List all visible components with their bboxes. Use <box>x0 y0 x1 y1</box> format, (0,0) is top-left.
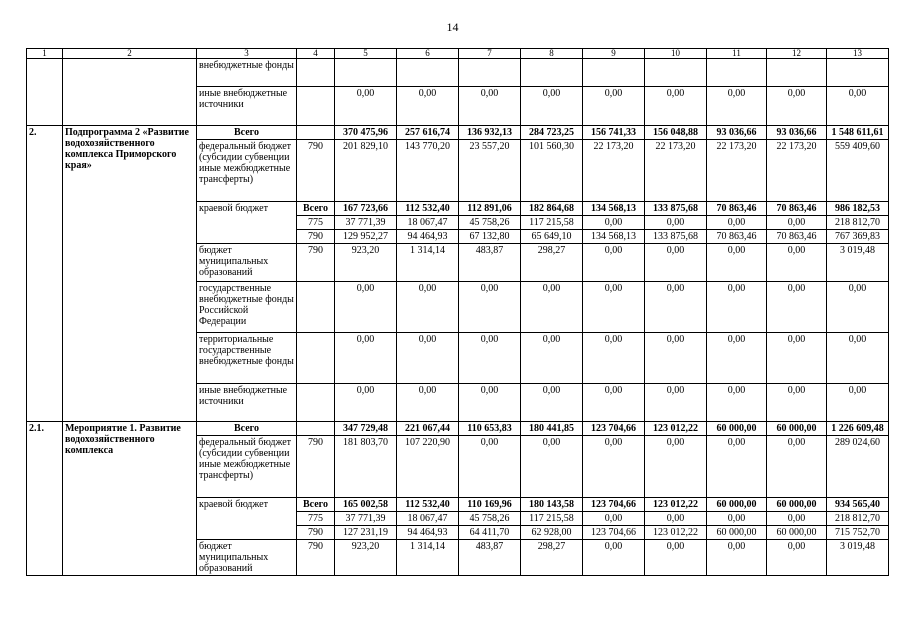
value-cell: 934 565,40 <box>827 498 889 512</box>
value-cell: 0,00 <box>645 384 707 422</box>
value-cell: 0,00 <box>335 333 397 384</box>
value-cell: 0,00 <box>521 87 583 126</box>
value-cell: 0,00 <box>335 282 397 333</box>
value-cell: 107 220,90 <box>397 436 459 498</box>
code-cell <box>297 126 335 140</box>
header-cell: 8 <box>521 49 583 59</box>
value-cell: 0,00 <box>335 87 397 126</box>
value-cell: 0,00 <box>767 244 827 282</box>
value-cell: 123 704,66 <box>583 526 645 540</box>
source-cell: Всего <box>197 422 297 436</box>
value-cell: 18 067,47 <box>397 216 459 230</box>
header-cell: 10 <box>645 49 707 59</box>
value-cell: 298,27 <box>521 540 583 576</box>
value-cell: 0,00 <box>767 540 827 576</box>
value-cell: 0,00 <box>645 87 707 126</box>
value-cell: 1 314,14 <box>397 244 459 282</box>
value-cell: 0,00 <box>397 333 459 384</box>
value-cell: 0,00 <box>827 384 889 422</box>
value-cell: 0,00 <box>645 436 707 498</box>
value-cell: 0,00 <box>767 282 827 333</box>
header-cell: 13 <box>827 49 889 59</box>
value-cell: 123 704,66 <box>583 422 645 436</box>
row-number-cell: 2.1. <box>27 422 63 576</box>
value-cell: 0,00 <box>521 384 583 422</box>
value-cell: 182 864,68 <box>521 202 583 216</box>
value-cell: 0,00 <box>521 282 583 333</box>
value-cell: 559 409,60 <box>827 140 889 202</box>
value-cell: 123 704,66 <box>583 498 645 512</box>
value-cell: 60 000,00 <box>767 498 827 512</box>
source-cell: бюджет муниципальных образований <box>197 540 297 576</box>
value-cell <box>335 59 397 87</box>
value-cell: 0,00 <box>767 216 827 230</box>
value-cell <box>397 59 459 87</box>
value-cell: 127 231,19 <box>335 526 397 540</box>
value-cell: 483,87 <box>459 244 521 282</box>
program-name-cell <box>63 59 197 126</box>
value-cell: 0,00 <box>583 512 645 526</box>
value-cell <box>583 59 645 87</box>
value-cell: 0,00 <box>767 87 827 126</box>
value-cell: 715 752,70 <box>827 526 889 540</box>
code-cell: 790 <box>297 436 335 498</box>
source-cell: иные внебюджетные источники <box>197 384 297 422</box>
source-cell: федеральный бюджет (субсидии субвенции иные межбюджетные трансферты) <box>197 140 297 202</box>
value-cell: 93 036,66 <box>767 126 827 140</box>
program-name-cell: Мероприятие 1. Развитие водохозяйственного комплекса <box>63 422 197 576</box>
value-cell: 0,00 <box>583 216 645 230</box>
value-cell: 101 560,30 <box>521 140 583 202</box>
code-cell: 790 <box>297 526 335 540</box>
header-cell: 1 <box>27 49 63 59</box>
value-cell: 165 002,58 <box>335 498 397 512</box>
value-cell: 167 723,66 <box>335 202 397 216</box>
value-cell: 0,00 <box>707 216 767 230</box>
value-cell: 0,00 <box>827 282 889 333</box>
value-cell: 0,00 <box>459 436 521 498</box>
value-cell: 0,00 <box>707 384 767 422</box>
value-cell: 0,00 <box>583 384 645 422</box>
value-cell: 0,00 <box>583 282 645 333</box>
value-cell: 60 000,00 <box>707 422 767 436</box>
value-cell: 201 829,10 <box>335 140 397 202</box>
value-cell: 0,00 <box>583 436 645 498</box>
row-number-cell: 2. <box>27 126 63 422</box>
value-cell: 123 012,22 <box>645 422 707 436</box>
value-cell: 133 875,68 <box>645 230 707 244</box>
code-cell <box>297 384 335 422</box>
value-cell: 22 173,20 <box>707 140 767 202</box>
header-cell: 2 <box>63 49 197 59</box>
header-cell: 5 <box>335 49 397 59</box>
value-cell: 112 532,40 <box>397 202 459 216</box>
table-row <box>27 126 889 140</box>
value-cell: 136 932,13 <box>459 126 521 140</box>
value-cell: 60 000,00 <box>707 498 767 512</box>
value-cell: 123 012,22 <box>645 526 707 540</box>
value-cell: 0,00 <box>767 436 827 498</box>
row-number-cell <box>27 59 63 126</box>
value-cell: 0,00 <box>767 384 827 422</box>
header-cell: 9 <box>583 49 645 59</box>
code-cell <box>297 87 335 126</box>
header-cell: 6 <box>397 49 459 59</box>
value-cell: 0,00 <box>335 384 397 422</box>
value-cell: 0,00 <box>397 282 459 333</box>
value-cell: 1 314,14 <box>397 540 459 576</box>
source-cell: бюджет муниципальных образований <box>197 244 297 282</box>
value-cell: 156 741,33 <box>583 126 645 140</box>
value-cell: 112 891,06 <box>459 202 521 216</box>
value-cell: 0,00 <box>707 87 767 126</box>
code-cell: 790 <box>297 140 335 202</box>
value-cell: 0,00 <box>645 282 707 333</box>
value-cell: 0,00 <box>459 282 521 333</box>
value-cell: 284 723,25 <box>521 126 583 140</box>
value-cell: 218 812,70 <box>827 216 889 230</box>
value-cell: 45 758,26 <box>459 216 521 230</box>
value-cell: 23 557,20 <box>459 140 521 202</box>
source-cell: Всего <box>197 126 297 140</box>
table-row <box>27 422 889 436</box>
value-cell: 0,00 <box>827 333 889 384</box>
source-cell: краевой бюджет <box>197 202 297 244</box>
value-cell: 0,00 <box>827 87 889 126</box>
budget-table <box>26 48 889 576</box>
value-cell: 218 812,70 <box>827 512 889 526</box>
value-cell: 93 036,66 <box>707 126 767 140</box>
value-cell: 3 019,48 <box>827 244 889 282</box>
code-cell: 790 <box>297 230 335 244</box>
value-cell: 0,00 <box>459 384 521 422</box>
value-cell: 0,00 <box>521 436 583 498</box>
value-cell: 923,20 <box>335 244 397 282</box>
value-cell: 0,00 <box>645 216 707 230</box>
value-cell: 1 226 609,48 <box>827 422 889 436</box>
value-cell <box>521 59 583 87</box>
value-cell: 94 464,93 <box>397 526 459 540</box>
value-cell: 117 215,58 <box>521 216 583 230</box>
value-cell: 133 875,68 <box>645 202 707 216</box>
value-cell: 180 143,58 <box>521 498 583 512</box>
value-cell: 0,00 <box>397 87 459 126</box>
value-cell: 0,00 <box>707 244 767 282</box>
code-cell <box>297 282 335 333</box>
value-cell: 67 132,80 <box>459 230 521 244</box>
value-cell: 0,00 <box>583 87 645 126</box>
value-cell: 483,87 <box>459 540 521 576</box>
value-cell: 94 464,93 <box>397 230 459 244</box>
value-cell: 986 182,53 <box>827 202 889 216</box>
value-cell: 123 012,22 <box>645 498 707 512</box>
code-cell: Всего <box>297 202 335 216</box>
value-cell: 0,00 <box>645 540 707 576</box>
value-cell: 70 863,46 <box>707 202 767 216</box>
value-cell: 70 863,46 <box>767 202 827 216</box>
code-cell: 790 <box>297 244 335 282</box>
value-cell: 0,00 <box>459 87 521 126</box>
value-cell: 0,00 <box>767 333 827 384</box>
source-cell: территориальные государственные внебюджетные фонды <box>197 333 297 384</box>
value-cell: 110 169,96 <box>459 498 521 512</box>
value-cell: 129 952,27 <box>335 230 397 244</box>
value-cell: 181 803,70 <box>335 436 397 498</box>
source-cell: государственные внебюджетные фонды Российской Федерации <box>197 282 297 333</box>
source-cell: иные внебюджетные источники <box>197 87 297 126</box>
value-cell <box>645 59 707 87</box>
header-cell: 11 <box>707 49 767 59</box>
value-cell: 0,00 <box>645 333 707 384</box>
value-cell: 298,27 <box>521 244 583 282</box>
header-row <box>27 49 889 59</box>
value-cell: 117 215,58 <box>521 512 583 526</box>
value-cell: 110 653,83 <box>459 422 521 436</box>
value-cell: 1 548 611,61 <box>827 126 889 140</box>
header-cell: 12 <box>767 49 827 59</box>
value-cell: 180 441,85 <box>521 422 583 436</box>
value-cell: 923,20 <box>335 540 397 576</box>
value-cell: 347 729,48 <box>335 422 397 436</box>
value-cell: 134 568,13 <box>583 230 645 244</box>
header-cell: 7 <box>459 49 521 59</box>
value-cell: 370 475,96 <box>335 126 397 140</box>
value-cell: 0,00 <box>521 333 583 384</box>
value-cell: 0,00 <box>707 333 767 384</box>
code-cell <box>297 422 335 436</box>
code-cell <box>297 59 335 87</box>
value-cell: 70 863,46 <box>707 230 767 244</box>
value-cell: 0,00 <box>583 244 645 282</box>
code-cell <box>297 333 335 384</box>
value-cell: 60 000,00 <box>707 526 767 540</box>
value-cell: 45 758,26 <box>459 512 521 526</box>
value-cell: 60 000,00 <box>767 422 827 436</box>
value-cell <box>827 59 889 87</box>
value-cell: 112 532,40 <box>397 498 459 512</box>
value-cell: 3 019,48 <box>827 540 889 576</box>
value-cell: 156 048,88 <box>645 126 707 140</box>
value-cell: 18 067,47 <box>397 512 459 526</box>
header-cell: 4 <box>297 49 335 59</box>
value-cell: 0,00 <box>707 512 767 526</box>
value-cell: 37 771,39 <box>335 512 397 526</box>
header-cell: 3 <box>197 49 297 59</box>
value-cell: 0,00 <box>583 540 645 576</box>
value-cell: 0,00 <box>707 540 767 576</box>
value-cell: 22 173,20 <box>583 140 645 202</box>
value-cell <box>767 59 827 87</box>
value-cell: 0,00 <box>707 282 767 333</box>
value-cell: 143 770,20 <box>397 140 459 202</box>
value-cell: 0,00 <box>645 512 707 526</box>
value-cell: 64 411,70 <box>459 526 521 540</box>
value-cell: 257 616,74 <box>397 126 459 140</box>
value-cell: 0,00 <box>459 333 521 384</box>
value-cell <box>707 59 767 87</box>
value-cell: 0,00 <box>397 384 459 422</box>
value-cell: 70 863,46 <box>767 230 827 244</box>
program-name-cell: Подпрограмма 2 «Развитие водохозяйственного комплекса Приморского края» <box>63 126 197 422</box>
page-number: 14 <box>446 20 459 34</box>
source-cell: краевой бюджет <box>197 498 297 540</box>
value-cell: 0,00 <box>767 512 827 526</box>
source-cell: внебюджетные фонды <box>197 59 297 87</box>
value-cell: 37 771,39 <box>335 216 397 230</box>
value-cell: 134 568,13 <box>583 202 645 216</box>
value-cell: 0,00 <box>707 436 767 498</box>
value-cell: 62 928,00 <box>521 526 583 540</box>
code-cell: 775 <box>297 216 335 230</box>
value-cell: 767 369,83 <box>827 230 889 244</box>
source-cell: федеральный бюджет (субсидии субвенции иные межбюджетные трансферты) <box>197 436 297 498</box>
table-row <box>27 59 889 87</box>
value-cell: 0,00 <box>583 333 645 384</box>
value-cell: 65 649,10 <box>521 230 583 244</box>
value-cell: 221 067,44 <box>397 422 459 436</box>
value-cell: 22 173,20 <box>767 140 827 202</box>
value-cell: 22 173,20 <box>645 140 707 202</box>
value-cell: 0,00 <box>645 244 707 282</box>
code-cell: 790 <box>297 540 335 576</box>
value-cell: 289 024,60 <box>827 436 889 498</box>
value-cell <box>459 59 521 87</box>
value-cell: 60 000,00 <box>767 526 827 540</box>
code-cell: Всего <box>297 498 335 512</box>
code-cell: 775 <box>297 512 335 526</box>
